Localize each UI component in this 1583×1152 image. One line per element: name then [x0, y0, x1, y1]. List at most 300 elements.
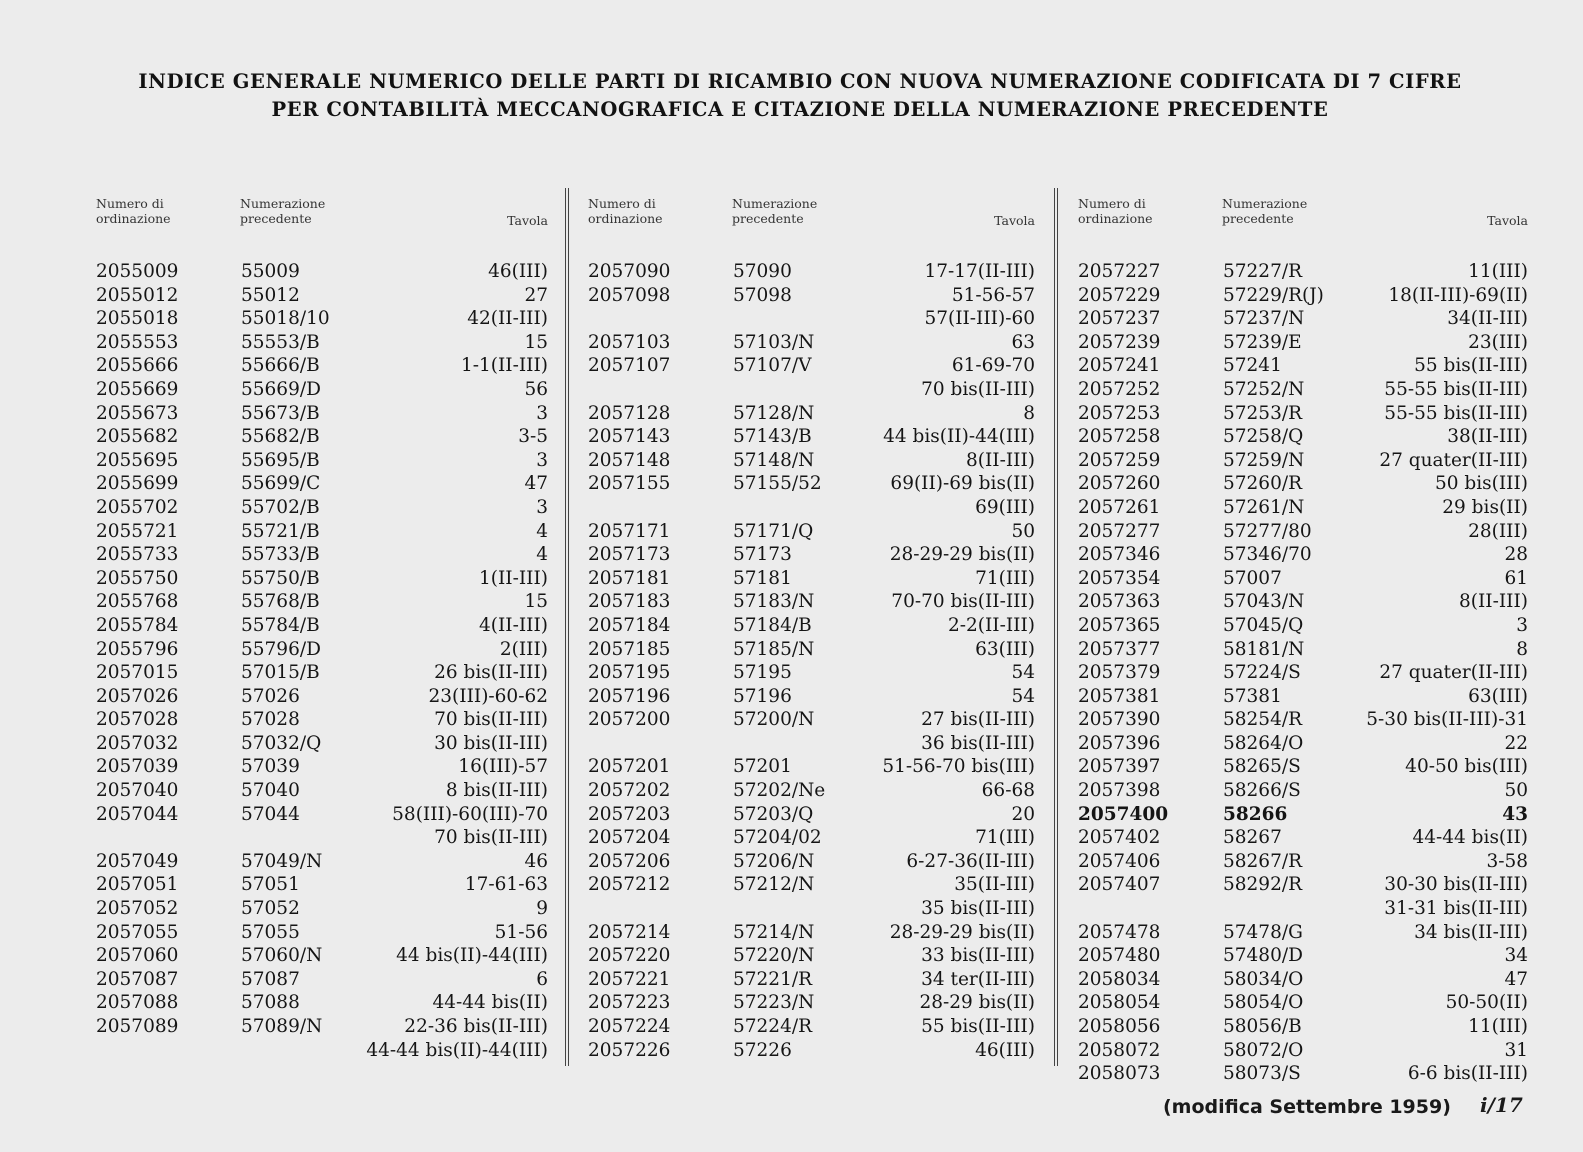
- previous-number-cell: 55673/B: [241, 402, 320, 424]
- tavola-cell: 51-56: [494, 921, 548, 943]
- index-column-1: [96, 196, 548, 1062]
- table-row: [588, 378, 1035, 402]
- tavola-cell: 44-44 bis(II): [432, 992, 548, 1014]
- header-previous-number: Numerazione precedente: [732, 196, 818, 226]
- table-row: [96, 496, 548, 520]
- table-row: [1078, 614, 1528, 638]
- table-row: [96, 826, 548, 850]
- order-number-cell: 2057223: [588, 992, 671, 1014]
- order-number-cell: 2057400: [1078, 803, 1169, 825]
- table-row: [1078, 803, 1528, 827]
- table-row: [96, 260, 548, 284]
- table-row: [1078, 307, 1528, 331]
- table-row: [1078, 1039, 1528, 1063]
- table-row: [1078, 590, 1528, 614]
- order-number-cell: 2057196: [588, 685, 671, 707]
- tavola-cell: 6-27-36(II-III): [906, 850, 1035, 872]
- tavola-cell: 3: [536, 402, 548, 424]
- previous-number-cell: 57173: [733, 544, 792, 566]
- tavola-cell: 51-56-70 bis(III): [882, 756, 1035, 778]
- index-column-3: [1078, 196, 1528, 1086]
- previous-number-cell: 58267: [1223, 827, 1282, 849]
- previous-number-cell: 57381: [1223, 685, 1282, 707]
- previous-number-cell: 57223/N: [733, 992, 815, 1014]
- order-number-cell: 2057148: [588, 449, 671, 471]
- table-row: [96, 732, 548, 756]
- tavola-cell: 31: [1504, 1039, 1528, 1061]
- table-row: [96, 803, 548, 827]
- order-number-cell: 2057089: [96, 1016, 179, 1037]
- table-row: [96, 1039, 548, 1063]
- order-number-cell: 2055682: [96, 426, 179, 448]
- order-number-cell: 2057277: [1078, 520, 1161, 542]
- table-row: [1078, 496, 1528, 520]
- table-row: [588, 944, 1035, 968]
- tavola-cell: 8: [1516, 638, 1528, 660]
- tavola-cell: 34: [1504, 945, 1528, 967]
- tavola-cell: 54: [1011, 662, 1035, 684]
- page-number: i/17: [1480, 1093, 1523, 1117]
- previous-number-cell: 55721/B: [241, 520, 320, 542]
- table-row: [1078, 921, 1528, 945]
- table-row: [96, 520, 548, 544]
- order-number-cell: 2057015: [96, 662, 179, 684]
- table-row: [1078, 425, 1528, 449]
- order-number-cell: 2055669: [96, 378, 179, 400]
- table-row: [588, 543, 1035, 567]
- table-row: [588, 1039, 1035, 1063]
- order-number-cell: 2055673: [96, 402, 179, 424]
- tavola-cell: 50-50(II): [1445, 992, 1528, 1014]
- order-number-cell: 2057195: [588, 662, 671, 684]
- tavola-cell: 4(II-III): [479, 614, 548, 636]
- order-number-cell: 2057028: [96, 709, 179, 731]
- previous-number-cell: 57051: [241, 874, 300, 896]
- previous-number-cell: 58181/N: [1223, 638, 1305, 660]
- table-row: [588, 732, 1035, 756]
- table-row: [588, 354, 1035, 378]
- tavola-cell: 38(II-III): [1447, 426, 1528, 448]
- table-row: [1078, 685, 1528, 709]
- order-number-cell: 2057040: [96, 780, 179, 802]
- tavola-cell: 63: [1011, 331, 1035, 353]
- previous-number-cell: 57155/52: [733, 473, 822, 495]
- table-row: [588, 425, 1035, 449]
- order-number-cell: 2057128: [588, 402, 671, 424]
- tavola-cell: 55 bis(II-III): [1414, 355, 1528, 377]
- header-tavola: Tavola: [1487, 213, 1528, 228]
- tavola-cell: 8(II-III): [966, 449, 1035, 471]
- revision-note: (modifica Settembre 1959): [1163, 1096, 1451, 1118]
- previous-number-cell: 57202/Ne: [733, 780, 826, 802]
- order-number-cell: 2058072: [1078, 1039, 1161, 1061]
- tavola-cell: 11(III): [1468, 1016, 1528, 1037]
- tavola-cell: 28-29 bis(II): [919, 992, 1035, 1014]
- order-number-cell: 2057406: [1078, 850, 1161, 872]
- previous-number-cell: 57060/N: [241, 945, 323, 967]
- previous-number-cell: 57241: [1223, 355, 1282, 377]
- order-number-cell: 2057060: [96, 945, 179, 967]
- header-previous-number: Numerazione precedente: [240, 196, 326, 226]
- table-row: [588, 472, 1035, 496]
- table-row: [588, 260, 1035, 284]
- tavola-cell: 71(III): [975, 827, 1035, 849]
- order-number-cell: 2057259: [1078, 449, 1161, 471]
- order-number-cell: 2057229: [1078, 284, 1161, 306]
- order-number-cell: 2057261: [1078, 496, 1161, 518]
- order-number-cell: 2057363: [1078, 591, 1161, 613]
- table-row: [1078, 567, 1528, 591]
- previous-number-cell: 57203/Q: [733, 803, 814, 825]
- order-number-cell: 2057143: [588, 426, 671, 448]
- tavola-cell: 63(III): [975, 638, 1035, 660]
- previous-number-cell: 57478/G: [1223, 921, 1303, 943]
- order-number-cell: 2057379: [1078, 662, 1161, 684]
- previous-number-cell: 58265/S: [1223, 756, 1301, 778]
- column-header: [588, 196, 1035, 260]
- tavola-cell: 51-56-57: [951, 284, 1035, 306]
- order-number-cell: 2057103: [588, 331, 671, 353]
- order-number-cell: 2057260: [1078, 473, 1161, 495]
- table-row: [588, 284, 1035, 308]
- table-row: [1078, 897, 1528, 921]
- header-previous-number: Numerazione precedente: [1222, 196, 1308, 226]
- order-number-cell: 2057181: [588, 567, 671, 589]
- tavola-cell: 34 bis(II-III): [1414, 921, 1528, 943]
- previous-number-cell: 58054/O: [1223, 992, 1304, 1014]
- table-row: [96, 1015, 548, 1039]
- table-row: [588, 803, 1035, 827]
- previous-number-cell: 57103/N: [733, 331, 815, 353]
- table-row: [96, 968, 548, 992]
- order-number-cell: 2057346: [1078, 544, 1161, 566]
- tavola-cell: 17-17(II-III): [924, 261, 1035, 282]
- tavola-cell: 8(II-III): [1459, 591, 1528, 613]
- order-number-cell: 2055796: [96, 638, 179, 660]
- tavola-cell: 56: [524, 378, 548, 400]
- previous-number-cell: 58254/R: [1223, 709, 1303, 731]
- previous-number-cell: 55682/B: [241, 426, 320, 448]
- previous-number-cell: 57224/S: [1223, 662, 1301, 684]
- column-header: [96, 196, 548, 260]
- tavola-cell: 46(III): [975, 1039, 1035, 1061]
- previous-number-cell: 55784/B: [241, 614, 320, 636]
- table-row: [1078, 991, 1528, 1015]
- table-row: [96, 755, 548, 779]
- table-row: [1078, 472, 1528, 496]
- order-number-cell: 2055768: [96, 591, 179, 613]
- table-row: [588, 991, 1035, 1015]
- order-number-cell: 2057377: [1078, 638, 1161, 660]
- title-line-2: PER CONTABILITÀ MECCANOGRAFICA E CITAZIONE DELLA NUMERAZIONE PRECEDENTE: [271, 98, 1329, 121]
- tavola-cell: 9: [536, 898, 548, 920]
- tavola-cell: 22-36 bis(II-III): [404, 1016, 548, 1037]
- page-title: [60, 68, 1540, 124]
- order-number-cell: 2057407: [1078, 874, 1161, 896]
- tavola-cell: 71(III): [975, 567, 1035, 589]
- order-number-cell: 2055009: [96, 261, 179, 282]
- previous-number-cell: 55695/B: [241, 449, 320, 471]
- table-row: [96, 873, 548, 897]
- column-header: [1078, 196, 1528, 260]
- previous-number-cell: 57227/R: [1223, 261, 1303, 282]
- table-row: [588, 873, 1035, 897]
- previous-number-cell: 57196: [733, 685, 792, 707]
- tavola-cell: 42(II-III): [467, 308, 548, 330]
- order-number-cell: 2057206: [588, 850, 671, 872]
- tavola-cell: 16(III)-57: [458, 756, 548, 778]
- tavola-cell: 28: [1504, 544, 1528, 566]
- order-number-cell: 2057397: [1078, 756, 1161, 778]
- previous-number-cell: 57204/02: [733, 827, 822, 849]
- previous-number-cell: 58266: [1223, 803, 1288, 825]
- tavola-cell: 4: [536, 544, 548, 566]
- tavola-cell: 44-44 bis(II)-44(III): [366, 1039, 548, 1061]
- order-number-cell: 2058054: [1078, 992, 1161, 1014]
- previous-number-cell: 57239/E: [1223, 331, 1302, 353]
- table-row: [96, 897, 548, 921]
- tavola-cell: 27: [524, 284, 548, 306]
- table-row: [96, 850, 548, 874]
- tavola-cell: 3-5: [518, 426, 548, 448]
- previous-number-cell: 57090: [733, 261, 792, 282]
- previous-number-cell: 57088: [241, 992, 300, 1014]
- tavola-cell: 30-30 bis(II-III): [1384, 874, 1528, 896]
- previous-number-cell: 57185/N: [733, 638, 815, 660]
- previous-number-cell: 57049/N: [241, 850, 323, 872]
- table-row: [1078, 1062, 1528, 1086]
- table-row: [588, 921, 1035, 945]
- order-number-cell: 2055733: [96, 544, 179, 566]
- tavola-cell: 50 bis(III): [1434, 473, 1528, 495]
- column-separator: [1054, 188, 1058, 1066]
- table-row: [1078, 638, 1528, 662]
- order-number-cell: 2057184: [588, 614, 671, 636]
- previous-number-cell: 57098: [733, 284, 792, 306]
- tavola-cell: 8 bis(II-III): [445, 780, 548, 802]
- previous-number-cell: 57201: [733, 756, 792, 778]
- order-number-cell: 2055721: [96, 520, 179, 542]
- table-row: [96, 638, 548, 662]
- order-number-cell: 2057227: [1078, 261, 1161, 282]
- order-number-cell: 2055699: [96, 473, 179, 495]
- order-number-cell: 2057480: [1078, 945, 1161, 967]
- previous-number-cell: 57253/R: [1223, 402, 1303, 424]
- previous-number-cell: 57043/N: [1223, 591, 1305, 613]
- previous-number-cell: 57258/Q: [1223, 426, 1304, 448]
- tavola-cell: 15: [524, 331, 548, 353]
- tavola-cell: 29 bis(II): [1442, 496, 1528, 518]
- order-number-cell: 2057365: [1078, 614, 1161, 636]
- table-row: [1078, 779, 1528, 803]
- order-number-cell: 2057052: [96, 898, 179, 920]
- previous-number-cell: 55768/B: [241, 591, 320, 613]
- previous-number-cell: 57040: [241, 780, 300, 802]
- tavola-cell: 44 bis(II)-44(III): [883, 426, 1035, 448]
- table-row: [96, 284, 548, 308]
- order-number-cell: 2057049: [96, 850, 179, 872]
- table-row: [588, 708, 1035, 732]
- previous-number-cell: 55666/B: [241, 355, 320, 377]
- order-number-cell: 2057237: [1078, 308, 1161, 330]
- order-number-cell: 2057253: [1078, 402, 1161, 424]
- previous-number-cell: 57143/B: [733, 426, 812, 448]
- table-row: [1078, 826, 1528, 850]
- table-row: [1078, 260, 1528, 284]
- table-row: [96, 402, 548, 426]
- table-row: [1078, 661, 1528, 685]
- previous-number-cell: 58292/R: [1223, 874, 1303, 896]
- table-row: [588, 496, 1035, 520]
- tavola-cell: 40-50 bis(III): [1405, 756, 1528, 778]
- order-number-cell: 2057381: [1078, 685, 1161, 707]
- table-row: [1078, 708, 1528, 732]
- order-number-cell: 2057107: [588, 355, 671, 377]
- tavola-cell: 33 bis(II-III): [921, 945, 1035, 967]
- previous-number-cell: 57087: [241, 968, 300, 990]
- tavola-cell: 28(III): [1468, 520, 1528, 542]
- order-number-cell: 2057183: [588, 591, 671, 613]
- table-row: [588, 1015, 1035, 1039]
- table-row: [96, 944, 548, 968]
- tavola-cell: 35 bis(II-III): [921, 898, 1035, 920]
- tavola-cell: 3: [536, 449, 548, 471]
- order-number-cell: 2057185: [588, 638, 671, 660]
- previous-number-cell: 57089/N: [241, 1016, 323, 1037]
- order-number-cell: 2057226: [588, 1039, 671, 1061]
- tavola-cell: 50: [1504, 780, 1528, 802]
- tavola-cell: 8: [1023, 402, 1035, 424]
- previous-number-cell: 57346/70: [1223, 544, 1312, 566]
- tavola-cell: 34 ter(II-III): [921, 968, 1035, 990]
- tavola-cell: 15: [524, 591, 548, 613]
- previous-number-cell: 58267/R: [1223, 850, 1303, 872]
- table-row: [1078, 968, 1528, 992]
- previous-number-cell: 57183/N: [733, 591, 815, 613]
- previous-number-cell: 58056/B: [1223, 1016, 1302, 1037]
- previous-number-cell: 58264/O: [1223, 732, 1304, 754]
- table-row: [96, 708, 548, 732]
- tavola-cell: 66-68: [981, 780, 1035, 802]
- order-number-cell: 2057241: [1078, 355, 1161, 377]
- tavola-cell: 43: [1502, 803, 1528, 825]
- order-number-cell: 2057252: [1078, 378, 1161, 400]
- table-row: [1078, 520, 1528, 544]
- order-number-cell: 2057026: [96, 685, 179, 707]
- table-row: [588, 850, 1035, 874]
- previous-number-cell: 55669/D: [241, 378, 321, 400]
- table-row: [1078, 402, 1528, 426]
- order-number-cell: 2055750: [96, 567, 179, 589]
- order-number-cell: 2057398: [1078, 780, 1161, 802]
- tavola-cell: 46(III): [488, 261, 548, 282]
- table-row: [96, 378, 548, 402]
- previous-number-cell: 57107/V: [733, 355, 812, 377]
- table-row: [1078, 732, 1528, 756]
- table-row: [96, 307, 548, 331]
- previous-number-cell: 57026: [241, 685, 300, 707]
- order-number-cell: 2057221: [588, 968, 671, 990]
- table-row: [96, 331, 548, 355]
- previous-number-cell: 55733/B: [241, 544, 320, 566]
- previous-number-cell: 55012: [241, 284, 300, 306]
- tavola-cell: 63(III): [1468, 685, 1528, 707]
- tavola-cell: 6: [536, 968, 548, 990]
- table-row: [1078, 755, 1528, 779]
- previous-number-cell: 57028: [241, 709, 300, 731]
- tavola-cell: 34(II-III): [1447, 308, 1528, 330]
- previous-number-cell: 55553/B: [241, 331, 320, 353]
- tavola-cell: 3: [536, 496, 548, 518]
- previous-number-cell: 55750/B: [241, 567, 320, 589]
- tavola-cell: 61-69-70: [951, 355, 1035, 377]
- table-row: [1078, 284, 1528, 308]
- tavola-cell: 22: [1504, 732, 1528, 754]
- table-row: [96, 425, 548, 449]
- tavola-cell: 55 bis(II-III): [921, 1016, 1035, 1037]
- previous-number-cell: 57277/80: [1223, 520, 1312, 542]
- order-number-cell: 2057032: [96, 732, 179, 754]
- previous-number-cell: 57206/N: [733, 850, 815, 872]
- previous-number-cell: 55018/10: [241, 308, 330, 330]
- order-number-cell: 2057200: [588, 709, 671, 731]
- table-row: [588, 449, 1035, 473]
- tavola-cell: 23(III)-60-62: [428, 685, 548, 707]
- tavola-cell: 3-58: [1486, 850, 1528, 872]
- table-row: [1078, 873, 1528, 897]
- table-row: [1078, 449, 1528, 473]
- previous-number-cell: 57226: [733, 1039, 792, 1061]
- tavola-cell: 44-44 bis(II): [1412, 827, 1528, 849]
- tavola-cell: 5-30 bis(II-III)-31: [1366, 709, 1528, 731]
- order-number-cell: 2057171: [588, 520, 671, 542]
- previous-number-cell: 57252/N: [1223, 378, 1305, 400]
- tavola-cell: 70 bis(II-III): [434, 709, 548, 731]
- order-number-cell: 2057212: [588, 874, 671, 896]
- table-row: [96, 567, 548, 591]
- index-column-2: [588, 196, 1035, 1062]
- order-number-cell: 2055553: [96, 331, 179, 353]
- previous-number-cell: 57052: [241, 898, 300, 920]
- tavola-cell: 26 bis(II-III): [434, 662, 548, 684]
- table-row: [96, 991, 548, 1015]
- tavola-cell: 50: [1011, 520, 1035, 542]
- previous-number-cell: 57015/B: [241, 662, 320, 684]
- table-row: [1078, 354, 1528, 378]
- tavola-cell: 55-55 bis(II-III): [1384, 378, 1528, 400]
- order-number-cell: 2055012: [96, 284, 179, 306]
- tavola-cell: 54: [1011, 685, 1035, 707]
- tavola-cell: 1-1(II-III): [460, 355, 548, 377]
- tavola-cell: 70 bis(II-III): [921, 378, 1035, 400]
- order-number-cell: 2058073: [1078, 1063, 1161, 1085]
- order-number-cell: 2057051: [96, 874, 179, 896]
- table-row: [588, 685, 1035, 709]
- previous-number-cell: 57212/N: [733, 874, 815, 896]
- table-row: [96, 614, 548, 638]
- table-row: [588, 614, 1035, 638]
- header-tavola: Tavola: [507, 213, 548, 228]
- table-row: [588, 567, 1035, 591]
- table-row: [588, 307, 1035, 331]
- order-number-cell: 2055784: [96, 614, 179, 636]
- tavola-cell: 17-61-63: [464, 874, 548, 896]
- header-order-number: Numero di ordinazione: [1078, 196, 1153, 226]
- order-number-cell: 2057214: [588, 921, 671, 943]
- order-number-cell: 2057478: [1078, 921, 1161, 943]
- order-number-cell: 2055702: [96, 496, 179, 518]
- table-row: [96, 590, 548, 614]
